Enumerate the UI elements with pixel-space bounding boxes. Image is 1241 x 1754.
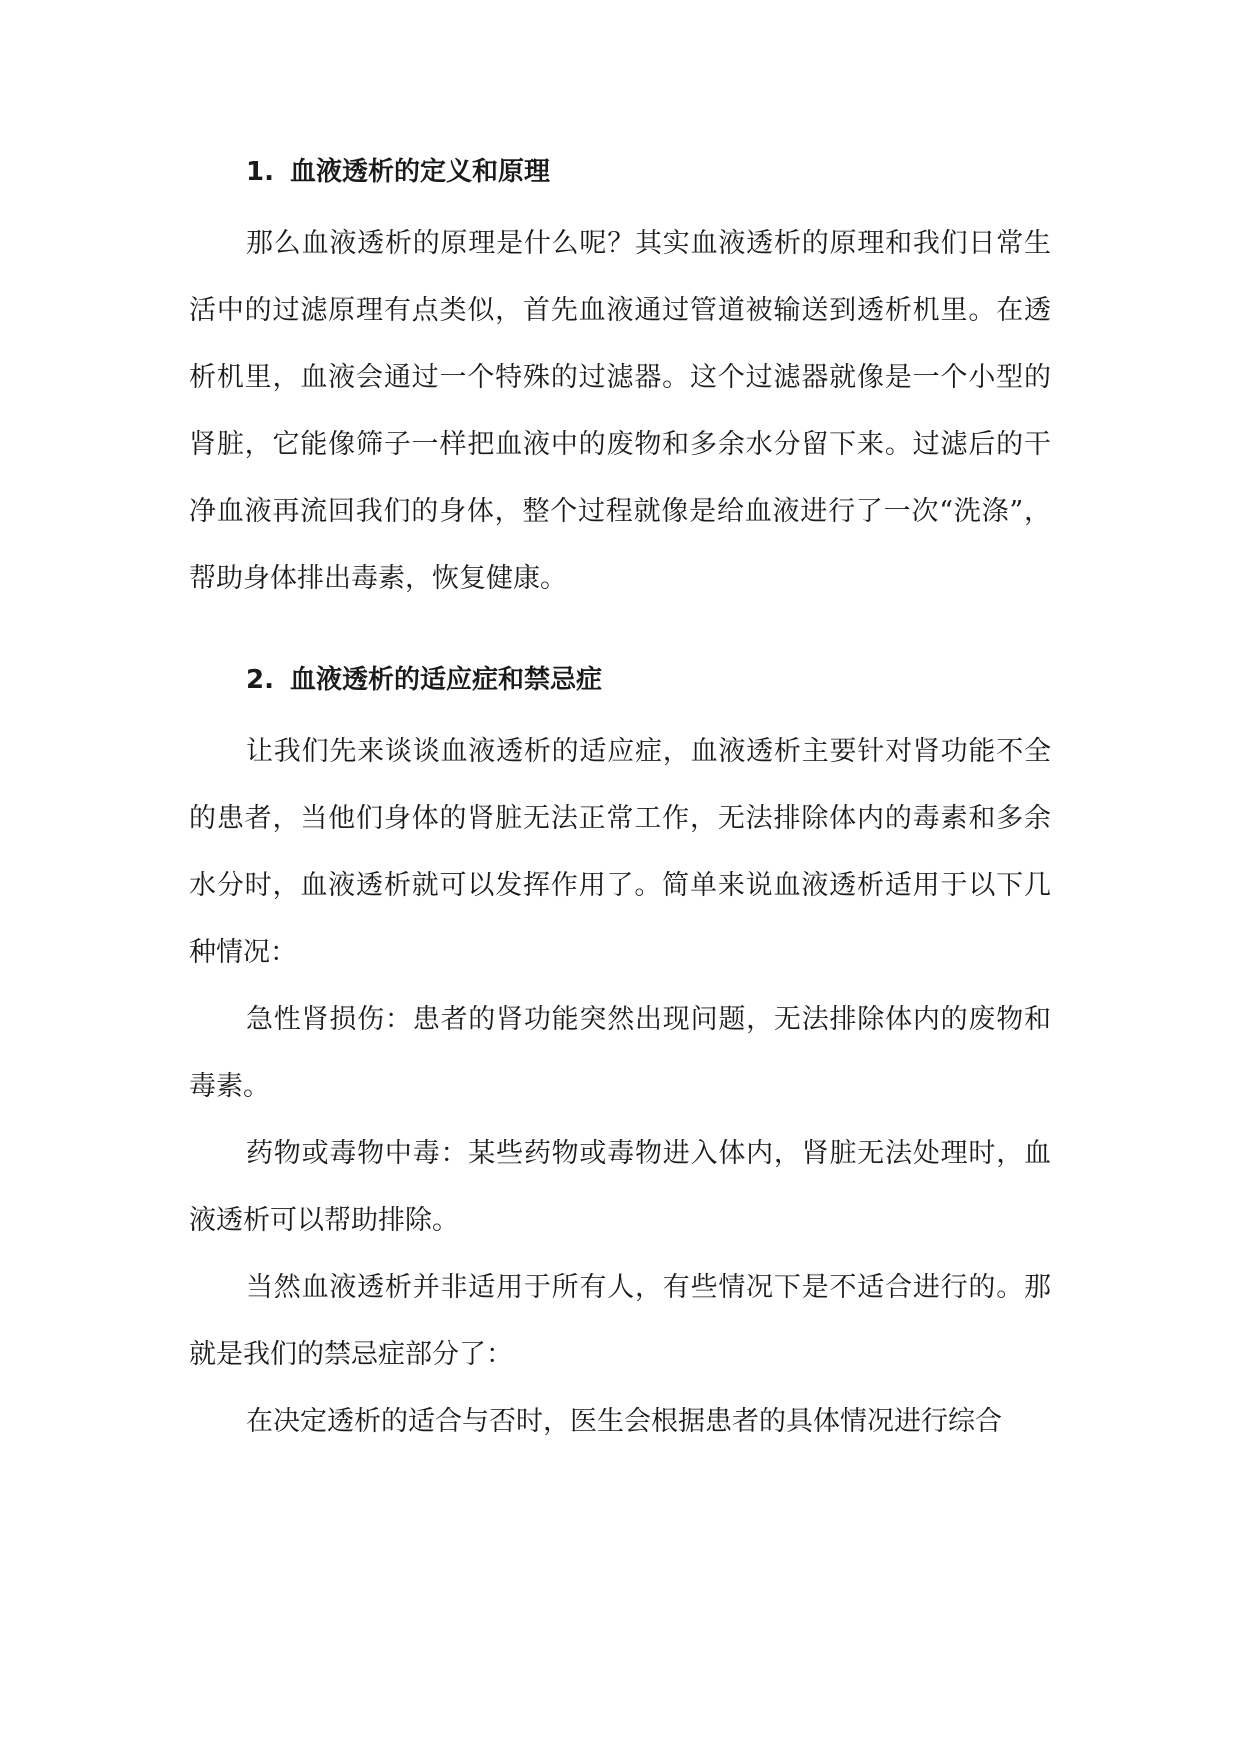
section-2-paragraph-2: 急性肾损伤：患者的肾功能突然出现问题，无法排除体内的废物和毒素。 bbox=[189, 1004, 1051, 1102]
section-spacer bbox=[189, 612, 1051, 648]
section-2-paragraph-1: 让我们先来谈谈血液透析的适应症，血液透析主要针对肾功能不全的患者，当他们身体的肾脏无法正常工作，无法排除体内的毒素和多余水分时，血液透析就可以发挥作用了。简单来说血液透析适用于以下几种情况： bbox=[189, 736, 1051, 968]
section-1-number: 1. bbox=[246, 157, 274, 187]
section-2-paragraph-3: 药物或毒物中毒：某些药物或毒物进入体内，肾脏无法处理时，血液透析可以帮助排除。 bbox=[189, 1138, 1051, 1236]
section-1-title: 血液透析的定义和原理 bbox=[290, 157, 551, 187]
section-2-paragraph-4: 当然血液透析并非适用于所有人，有些情况下是不适合进行的。那就是我们的禁忌症部分了： bbox=[189, 1272, 1051, 1370]
section-2-number: 2. bbox=[246, 665, 274, 695]
section-1-paragraph-1: 那么血液透析的原理是什么呢？其实血液透析的原理和我们日常生活中的过滤原理有点类似，首先血液通过管道被输送到透析机里。在透析机里，血液会通过一个特殊的过滤器。这个过滤器就像是一个小型的肾脏，它能像筛子一样把血液中的废物和多余水分留下来。过滤后的干净血液再流回我们的身体，整个过程就像是给血液进行了一次“洗涤”，帮助身体排出毒素，恢复健康。 bbox=[189, 228, 1051, 594]
section-2-heading bbox=[189, 648, 1051, 712]
section-2-title: 血液透析的适应症和禁忌症 bbox=[290, 665, 603, 695]
document-body bbox=[189, 140, 1051, 1455]
section-2-paragraph-5: 在决定透析的适合与否时，医生会根据患者的具体情况进行综合 bbox=[246, 1406, 1002, 1437]
section-1-heading bbox=[189, 140, 1051, 204]
